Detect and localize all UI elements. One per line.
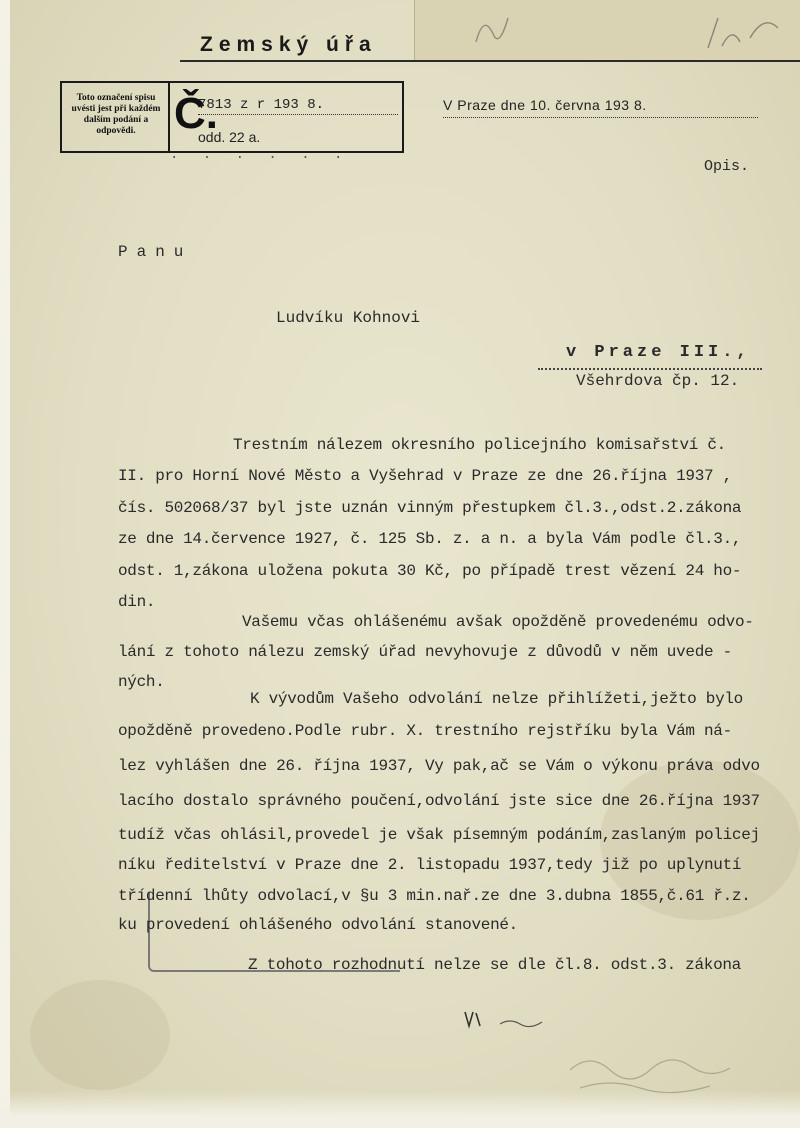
body-line: lání z tohoto nálezu zemský úřad nevyhovuje z důvodů v něm uvede - (118, 643, 732, 661)
age-stain (30, 980, 170, 1090)
pencil-mark (470, 6, 550, 52)
body-line: lacího dostalo správného poučení,odvolání jste sice dne 26.října 1937 (118, 792, 760, 810)
office-header: Zemský úřa (200, 33, 377, 56)
reference-dotted-line (198, 114, 398, 115)
body-line: Vašemu včas ohlášenému avšak opožděně provedenému odvo- (242, 613, 754, 631)
body-line: lez vyhlášen dne 26. října 1937, Vy pak,ač se Vám o výkonu práva odvo (118, 757, 760, 775)
recipient-name: Ludvíku Kohnovi (276, 309, 421, 327)
pencil-mark (560, 1040, 780, 1100)
signature-mark (460, 1004, 580, 1034)
body-line: odst. 1,zákona uložena pokuta 30 Kč, po případě trest vězení 24 ho- (118, 562, 742, 580)
body-line: ku provedení ohlášeného odvolání stanovené. (118, 916, 518, 934)
body-line: Trestním nálezem okresního policejního komisařství č. (233, 436, 726, 454)
header-rule (180, 60, 800, 62)
reference-symbol: Č. (174, 89, 218, 138)
file-reference-box (60, 81, 404, 153)
body-line: čís. 502068/37 byl jste uznán vinným přestupkem čl.3.,odst.2.zákona (118, 499, 742, 517)
salutation: Panu (118, 243, 193, 261)
reference-note: Toto označení spisu uvésti jest při každém dalším podání a odpovědi. (71, 93, 161, 136)
paper-edge (0, 0, 10, 1128)
reference-box-divider (168, 83, 170, 151)
body-line: níku ředitelství v Praze dne 2. listopadu 1937,tedy již po uplynutí (118, 856, 742, 874)
address-dotted-rule (538, 368, 762, 370)
body-line: II. pro Horní Nové Město a Vyšehrad v Praze ze dne 26.října 1937 , (118, 467, 732, 485)
copy-mark: Opis. (704, 158, 750, 175)
body-line: K vývodům Vašeho odvolání nelze přihlížeti,ježto bylo (250, 690, 743, 708)
date-dotted-line (443, 117, 758, 118)
recipient-street: Všehrdova čp. 12. (576, 372, 740, 390)
reference-department: odd. 22 a. (198, 129, 261, 145)
body-line: Z tohoto rozhodnutí nelze se dle čl.8. odst.3. zákona (248, 956, 741, 974)
body-line: opožděně provedeno.Podle rubr. X. trestního rejstříku byla Vám ná- (118, 722, 732, 740)
recipient-city: v Praze III., (566, 343, 751, 362)
body-line: ných. (118, 673, 165, 691)
body-line: tudíž včas ohlásil,provedel je však písemným podáním,zaslaným policej (118, 826, 760, 844)
body-line: třídenní lhůty odvolací,v §u 3 min.nař.ze dne 3.dubna 1855,č.61 ř.z. (118, 887, 751, 905)
faded-print-dots: · · · · · · (170, 150, 351, 166)
body-line: ze dne 14.července 1927, č. 125 Sb. z. a n. a byla Vám podle čl.3., (118, 530, 742, 548)
faded-stamp (148, 892, 400, 972)
pencil-mark (700, 8, 790, 58)
document-date: V Praze dne 10. června 193 8. (443, 97, 647, 113)
body-line: din. (118, 593, 156, 611)
reference-number: 7813 z r 193 8. (198, 97, 325, 113)
